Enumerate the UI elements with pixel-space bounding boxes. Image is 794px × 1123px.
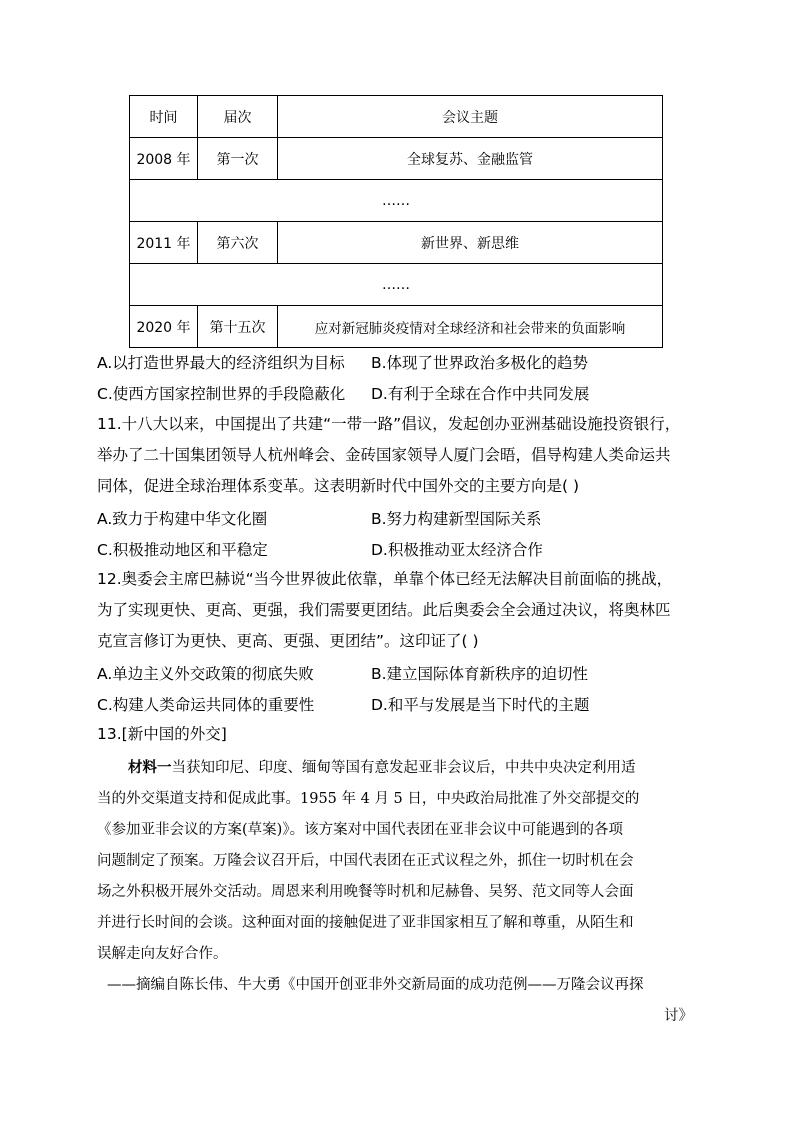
- table-cell: 应对新冠肺炎疫情对全球经济和社会带来的负面影响: [278, 306, 663, 348]
- q12-stem-line-1: 12.奥委会主席巴赫说“当今世界彼此依靠，单靠个体已经无法解决目前面临的挑战，: [97, 570, 673, 588]
- table-row: [130, 222, 663, 264]
- header-cell-time: 时间: [130, 96, 198, 138]
- material-line: 并进行长时间的会谈。这种面对面的接触促进了亚非国家相互了解和尊重，从陌生和: [97, 915, 634, 931]
- header-cell-session: 届次: [198, 96, 278, 138]
- q10-option-a: A.以打造世界最大的经济组织为目标: [97, 354, 345, 372]
- q13-title: 13.[新中国的外交]: [97, 725, 227, 743]
- material-line: 问题制定了预案。万隆会议召开后，中国代表团在正式议程之外，抓住一切时机在会: [97, 853, 634, 869]
- q12-option-d: D.和平与发展是当下时代的主题: [371, 696, 590, 714]
- material-line: 误解走向友好合作。: [97, 946, 228, 962]
- q11-stem-line-1: 11.十八大以来，中国提出了共建“一带一路”倡议，发起创办亚洲基础设施投资银行，: [97, 415, 681, 433]
- table-ellipsis-row: [130, 180, 663, 222]
- q10-option-c: C.使西方国家控制世界的手段隐蔽化: [97, 385, 346, 403]
- table-cell: 全球复苏、金融监管: [278, 138, 663, 180]
- table-cell: 新世界、新思维: [278, 222, 663, 264]
- meeting-table: [129, 95, 663, 348]
- q11-stem-line-3: 同体，促进全球治理体系变革。这表明新时代中国外交的主要方向是( ): [97, 477, 580, 495]
- table-cell: 2011 年: [130, 222, 198, 264]
- material-line: 当的外交渠道支持和促成此事。1955 年 4 月 5 日，中央政治局批准了外交部提交的: [97, 791, 640, 807]
- table-row: [130, 306, 663, 348]
- table-cell: 第一次: [198, 138, 278, 180]
- q11-option-c: C.积极推动地区和平稳定: [97, 541, 268, 559]
- table-row: [130, 138, 663, 180]
- table-cell: ……: [130, 180, 663, 222]
- material-label: 材料一: [128, 759, 172, 776]
- q11-option-a: A.致力于构建中华文化圈: [97, 510, 268, 528]
- table-cell: ……: [130, 264, 663, 306]
- material-line: 场之外积极开展外交活动。周恩来利用晚餐等时机和尼赫鲁、吴努、范文同等人会面: [97, 884, 634, 900]
- header-cell-theme: 会议主题: [278, 96, 663, 138]
- material-one-line-1: [128, 758, 636, 778]
- table-header-row: [130, 96, 663, 138]
- q10-option-d: D.有利于全球在合作中共同发展: [371, 385, 590, 403]
- q11-option-b: B.努力构建新型国际关系: [371, 510, 542, 528]
- material-source-line-2: 讨》: [664, 1008, 693, 1024]
- table-cell: 第十五次: [198, 306, 278, 348]
- table-cell: 第六次: [198, 222, 278, 264]
- q10-option-b: B.体现了世界政治多极化的趋势: [371, 354, 589, 372]
- q12-stem-line-3: 克宣言修订为更快、更高、更强、更团结”。这印证了( ): [97, 632, 479, 650]
- q12-option-b: B.建立国际体育新秩序的迫切性: [371, 665, 589, 683]
- table-cell: 2020 年: [130, 306, 198, 348]
- q11-option-d: D.积极推动亚太经济合作: [371, 541, 543, 559]
- q12-stem-line-2: 为了实现更快、更高、更强，我们需要更团结。此后奥委会全会通过决议，将奥林匹: [97, 601, 671, 619]
- table-cell: 2008 年: [130, 138, 198, 180]
- material-text: 当获知印尼、印度、缅甸等国有意发起亚非会议后，中共中央决定利用适: [171, 760, 636, 776]
- material-line: 《参加亚非会议的方案(草案)》。该方案对中国代表团在亚非会议中可能遇到的各项: [97, 822, 624, 838]
- table-ellipsis-row: [130, 264, 663, 306]
- q11-stem-line-2: 举办了二十国集团领导人杭州峰会、金砖国家领导人厦门会晤，倡导构建人类命运共: [97, 446, 671, 464]
- material-source-line-1: ——摘编自陈长伟、牛大勇《中国开创亚非外交新局面的成功范例——万隆会议再探: [107, 977, 644, 993]
- q12-option-c: C.构建人类命运共同体的重要性: [97, 696, 315, 714]
- q12-option-a: A.单边主义外交政策的彻底失败: [97, 665, 314, 683]
